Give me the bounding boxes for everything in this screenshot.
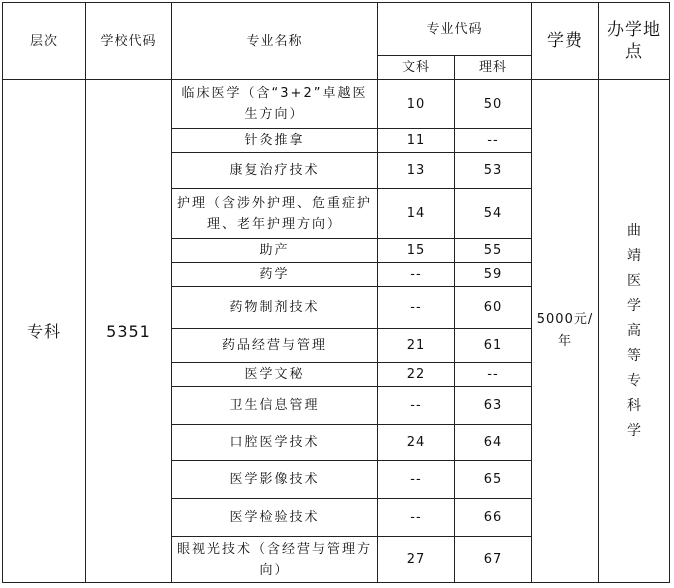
header-location: 办学地点	[599, 3, 670, 80]
major-name-cell: 针灸推拿	[172, 129, 378, 153]
arts-code-cell: 27	[378, 537, 455, 583]
header-school-code: 学校代码	[86, 3, 172, 80]
arts-code-cell: 24	[378, 425, 455, 461]
major-name-cell: 助产	[172, 239, 378, 263]
header-major-name: 专业名称	[172, 3, 378, 80]
major-name-cell: 康复治疗技术	[172, 153, 378, 189]
major-name-cell: 药学	[172, 263, 378, 287]
major-name-cell: 药品经营与管理	[172, 329, 378, 363]
arts-code-cell: 10	[378, 80, 455, 129]
level-cell: 专科	[3, 80, 86, 583]
major-name-cell: 医学影像技术	[172, 461, 378, 499]
science-code-cell: 65	[455, 461, 532, 499]
science-code-cell: 55	[455, 239, 532, 263]
arts-code-cell: 21	[378, 329, 455, 363]
science-code-cell: 53	[455, 153, 532, 189]
science-code-cell: 50	[455, 80, 532, 129]
science-code-cell: 66	[455, 499, 532, 537]
arts-code-cell: 13	[378, 153, 455, 189]
science-code-cell: 63	[455, 387, 532, 425]
arts-code-cell: --	[378, 263, 455, 287]
arts-code-cell: --	[378, 499, 455, 537]
arts-code-cell: 15	[378, 239, 455, 263]
science-code-cell: 67	[455, 537, 532, 583]
science-code-cell: 59	[455, 263, 532, 287]
header-tuition: 学费	[532, 3, 599, 80]
science-code-cell: 61	[455, 329, 532, 363]
major-name-cell: 口腔医学技术	[172, 425, 378, 461]
major-name-cell: 卫生信息管理	[172, 387, 378, 425]
arts-code-cell: --	[378, 387, 455, 425]
header-arts: 文科	[378, 56, 455, 80]
header-major-code: 专业代码	[378, 3, 532, 56]
school-code-cell: 5351	[86, 80, 172, 583]
arts-code-cell: 14	[378, 189, 455, 239]
location-text: 曲靖医学高等专科学	[627, 222, 641, 439]
table-row	[3, 80, 670, 129]
major-name-cell: 眼视光技术（含经营与管理方向）	[172, 537, 378, 583]
header-level: 层次	[3, 3, 86, 80]
major-name-cell: 护理（含涉外护理、危重症护理、老年护理方向）	[172, 189, 378, 239]
science-code-cell: --	[455, 129, 532, 153]
major-name-cell: 药物制剂技术	[172, 287, 378, 329]
location-cell	[599, 80, 670, 583]
science-code-cell: 60	[455, 287, 532, 329]
science-code-cell: 54	[455, 189, 532, 239]
arts-code-cell: 11	[378, 129, 455, 153]
enrollment-table	[2, 2, 670, 583]
science-code-cell: --	[455, 363, 532, 387]
arts-code-cell: 22	[378, 363, 455, 387]
major-name-cell: 医学文秘	[172, 363, 378, 387]
major-name-cell: 临床医学（含“3+2”卓越医生方向）	[172, 80, 378, 129]
tuition-cell: 5000元/年	[532, 80, 599, 583]
arts-code-cell: --	[378, 461, 455, 499]
major-name-cell: 医学检验技术	[172, 499, 378, 537]
header-science: 理科	[455, 56, 532, 80]
arts-code-cell: --	[378, 287, 455, 329]
science-code-cell: 64	[455, 425, 532, 461]
